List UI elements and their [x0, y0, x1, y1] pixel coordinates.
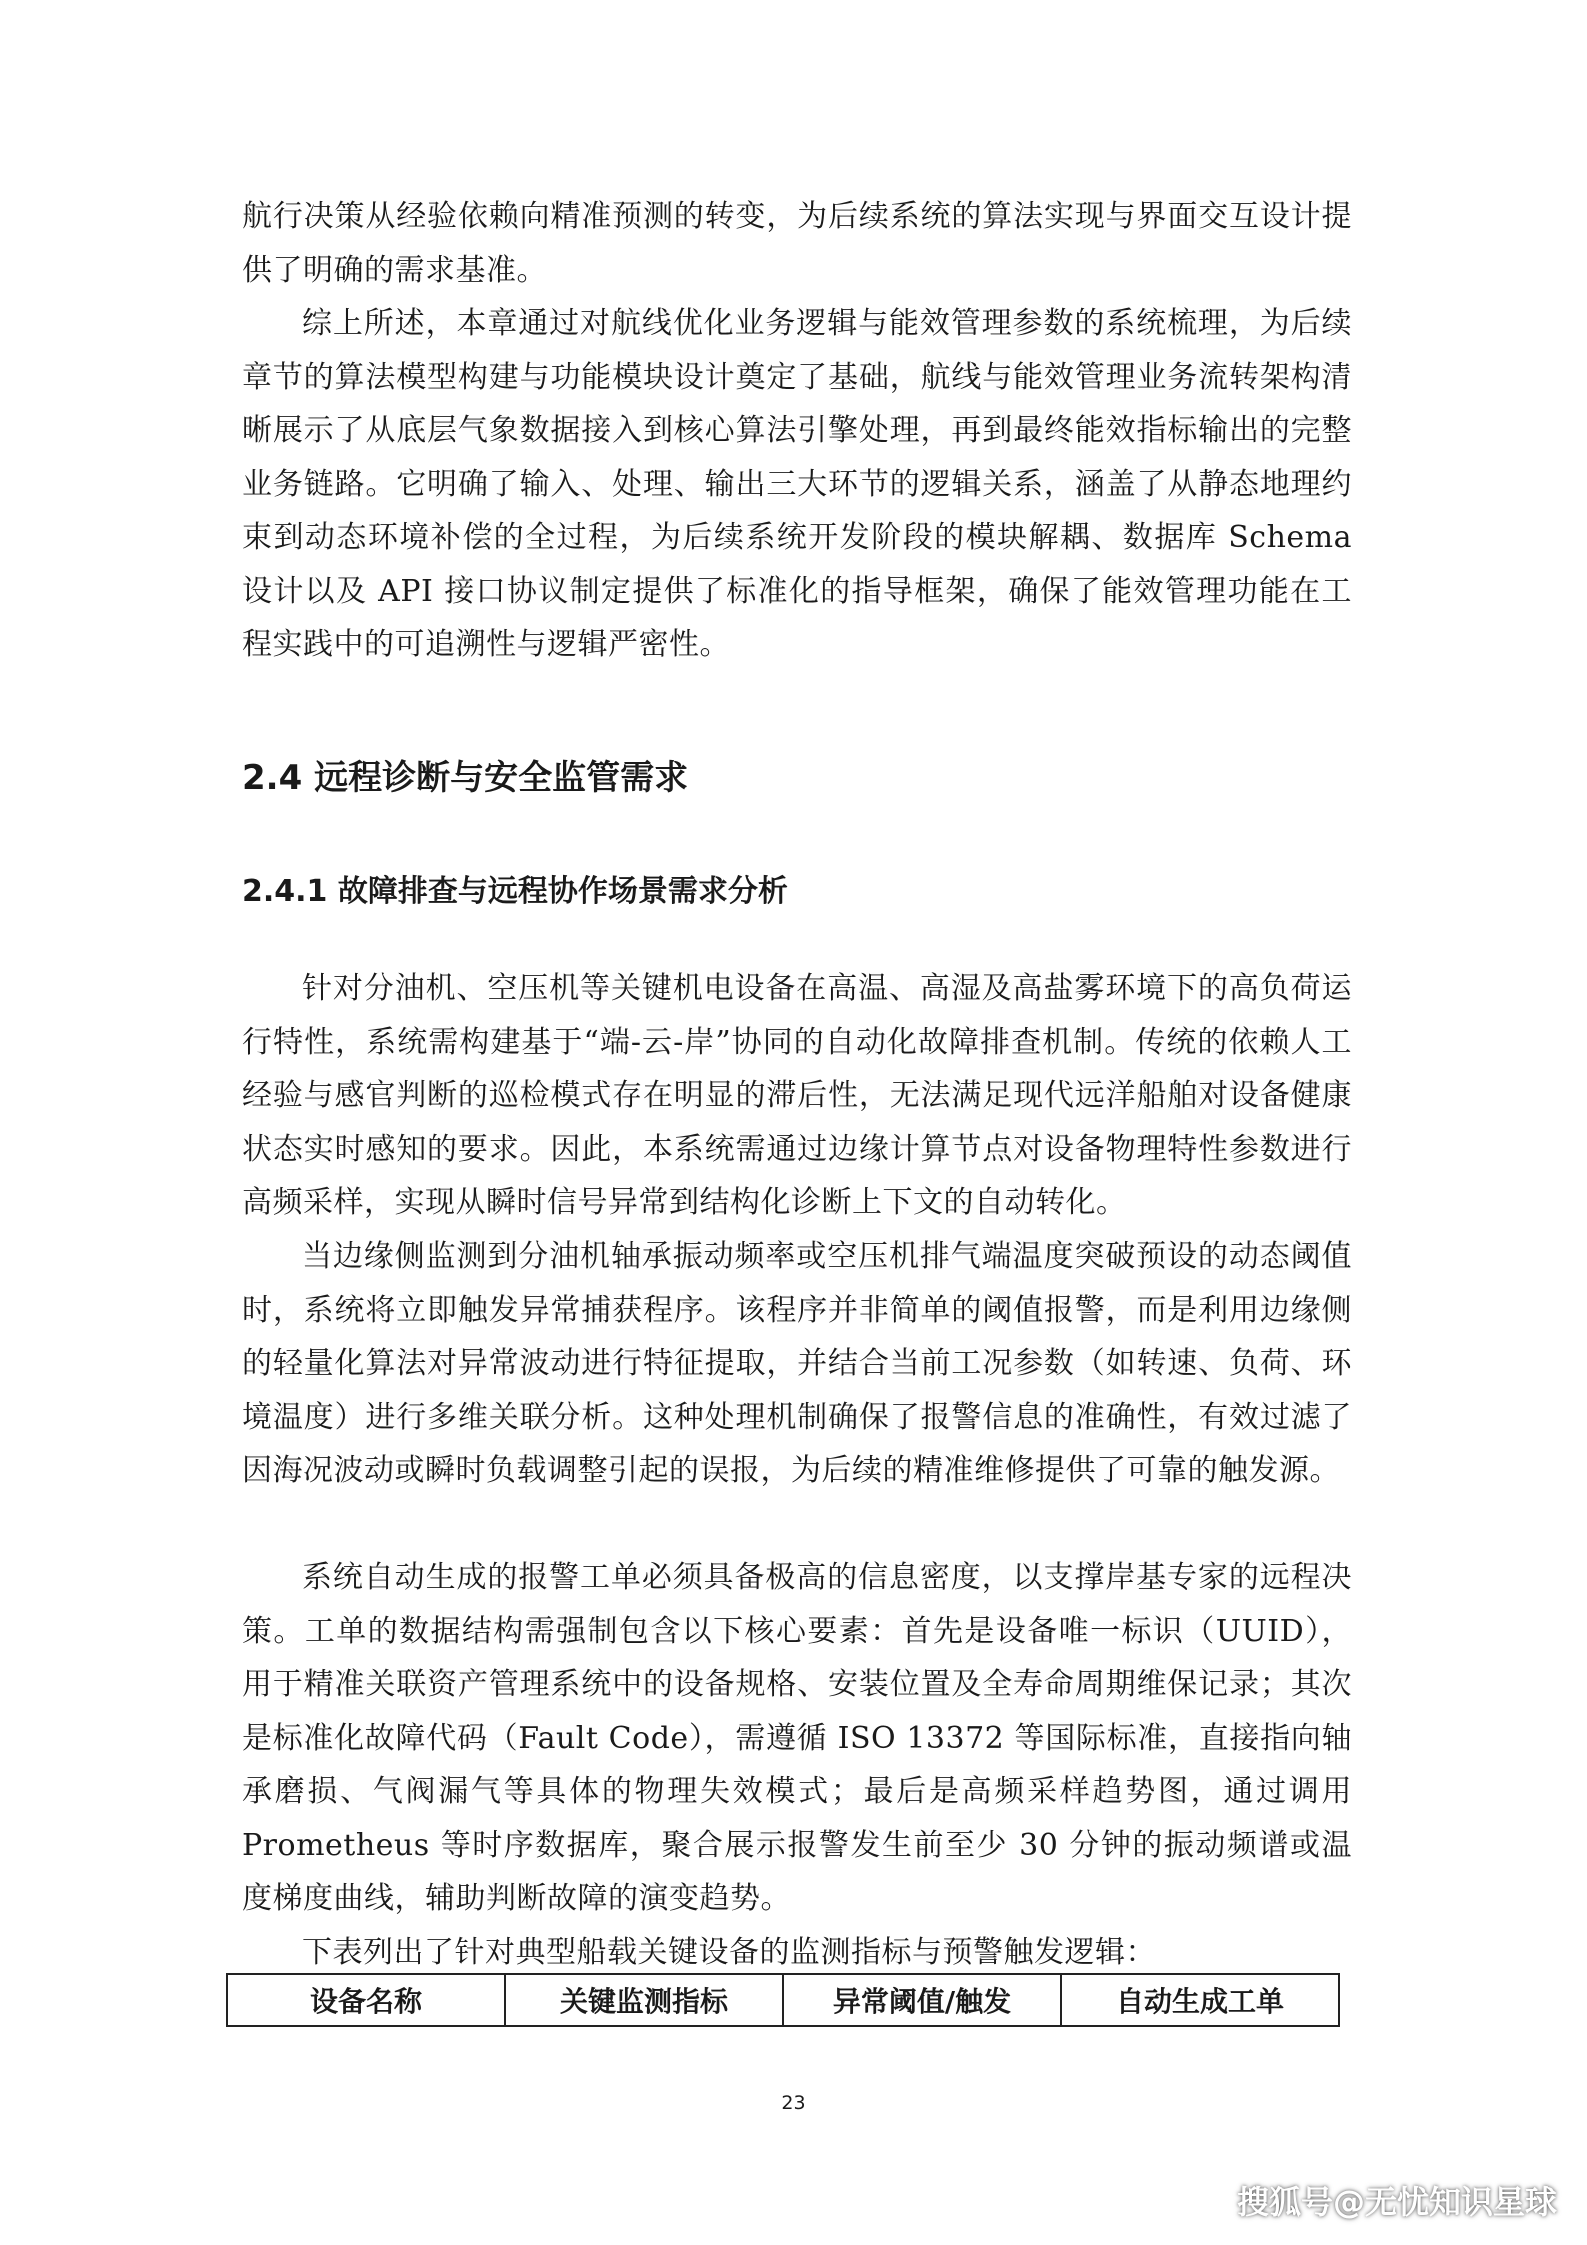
paragraph-fault-mechanism: 针对分油机、空压机等关键机电设备在高温、高湿及高盐雾环境下的高负荷运行特性，系统需构建基于“端-云-岸”协同的自动化故障排查机制。传统的依赖人工经验与感官判断的巡检模式存在明显的滞后性，无法满足现代远洋船舶对设备健康状态实时感知的要求。因此，本系统需通过边缘计算节点对设备物理特性参数进行高频采样，实现从瞬时信号异常到结构化诊断上下文的自动转化。	[242, 971, 1352, 1220]
monitoring-table	[226, 1973, 1340, 2027]
subsection-heading: 2.4.1 故障排查与远程协作场景需求分析	[242, 874, 788, 909]
paragraph-1-block	[242, 190, 1352, 297]
header-device-name: 设备名称	[227, 1974, 505, 2026]
paragraph-5-block	[242, 1551, 1352, 1926]
paragraph-edge-detection: 当边缘侧监测到分油机轴承振动频率或空压机排气端温度突破预设的动态阈值时，系统将立即触发异常捕获程序。该程序并非简单的阈值报警，而是利用边缘侧的轻量化算法对异常波动进行特征提取，并结合当前工况参数（如转速、负荷、环境温度）进行多维关联分析。这种处理机制确保了报警信息的准确性，有效过滤了因海况波动或瞬时负载调整引起的误报，为后续的精准维修提供了可靠的触发源。	[242, 1239, 1352, 1488]
header-key-metrics: 关键监测指标	[505, 1974, 783, 2026]
paragraph-table-intro: 下表列出了针对典型船载关键设备的监测指标与预警触发逻辑：	[302, 1935, 1156, 1970]
page-number: 23	[781, 2092, 806, 2114]
paragraph-work-order: 系统自动生成的报警工单必须具备极高的信息密度，以支撑岸基专家的远程决策。工单的数据结构需强制包含以下核心要素：首先是设备唯一标识（UUID），用于精准关联资产管理系统中的设备规格、安装位置及全寿命周期维保记录；其次是标准化故障代码（Fault Code），需遵循 ISO 13372 等国际标准，直接指向轴承磨损、气阀漏气等具体的物理失效模式；最后是高频采样趋势图，通过调用 Prometheus 等时序数据库，聚合展示报警发生前至少 30 分钟的振动频谱或温度梯度曲线，辅助判断故障的演变趋势。	[242, 1560, 1352, 1916]
header-auto-work-order: 自动生成工单	[1061, 1974, 1339, 2026]
watermark-logo-text: 搜狐号@无忧知识星球	[1236, 2183, 1557, 2221]
paragraph-2-block	[242, 297, 1352, 672]
table-header-row	[227, 1974, 1339, 2026]
section-heading: 2.4 远程诊断与安全监管需求	[242, 758, 689, 798]
paragraph-summary: 综上所述，本章通过对航线优化业务逻辑与能效管理参数的系统梳理，为后续章节的算法模型构建与功能模块设计奠定了基础，航线与能效管理业务流转架构清晰展示了从底层气象数据接入到核心算法引擎处理，再到最终能效指标输出的完整业务链路。它明确了输入、处理、输出三大环节的逻辑关系，涵盖了从静态地理约束到动态环境补偿的全过程，为后续系统开发阶段的模块解耦、数据库 Schema 设计以及 API 接口协议制定提供了标准化的指导框架，确保了能效管理功能在工程实践中的可追溯性与逻辑严密性。	[242, 306, 1352, 662]
paragraph-3-block	[242, 962, 1352, 1230]
header-threshold-trigger: 异常阈值/触发	[783, 1974, 1061, 2026]
paragraph-6-block	[242, 1926, 1352, 1980]
paragraph-4-block	[242, 1230, 1352, 1498]
paragraph-continuation: 航行决策从经验依赖向精准预测的转变，为后续系统的算法实现与界面交互设计提供了明确的需求基准。	[242, 199, 1352, 288]
